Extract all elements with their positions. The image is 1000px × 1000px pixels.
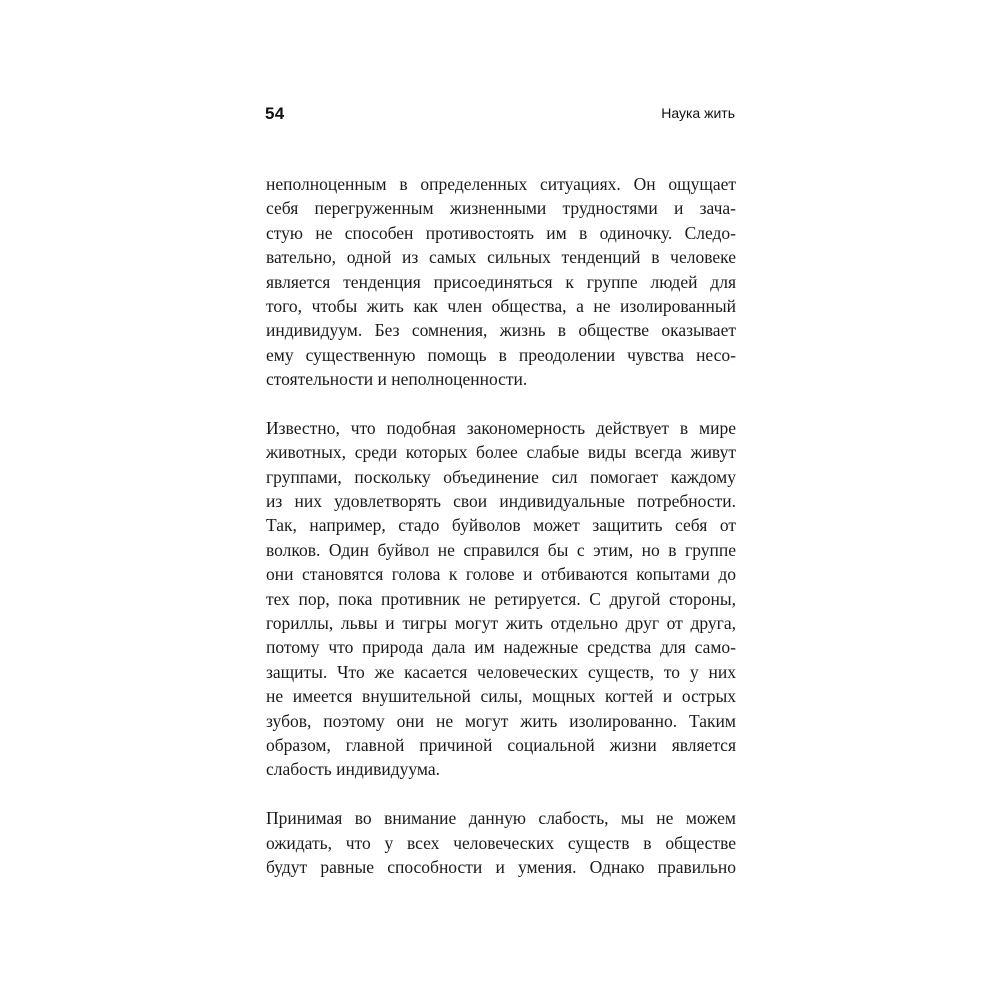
text-line: индивидуум. Без сомнения, жизнь в обществе оказывает <box>266 320 736 341</box>
text-line: Так, например, стадо буйволов может защитить себя от <box>266 515 736 536</box>
text-line: потому что природа дала им надежные средства для само- <box>266 637 736 658</box>
text-line: себя перегруженным жизненными трудностями и зача- <box>266 198 736 219</box>
paragraph-2 <box>266 416 736 782</box>
text-line: волков. Один буйвол не справился бы с этим, но в группе <box>266 539 736 560</box>
text-line: того, чтобы жить как член общества, а не изолированный <box>266 295 736 316</box>
text-line: Принимая во внимание данную слабость, мы не можем <box>266 808 736 829</box>
text-line: гориллы, львы и тигры могут жить отдельно друг от друга, <box>266 613 736 634</box>
text-line: тех пор, пока противник не ретируется. С другой стороны, <box>266 588 736 609</box>
text-line: защиты. Что же касается человеческих существ, то у них <box>266 661 736 682</box>
text-line: они становятся голова к голове и отбиваются копытами до <box>266 564 736 585</box>
text-line: Известно, что подобная закономерность действует в мире <box>266 417 736 438</box>
text-line: вательно, одной из самых сильных тенденций в человеке <box>266 247 736 268</box>
text-line: неполноценным в определенных ситуациях. Он ощущает <box>266 174 736 194</box>
paragraph-3 <box>266 806 736 879</box>
text-line: будут равные способности и умения. Однако правильно <box>266 856 736 877</box>
paragraph-gap <box>266 392 736 416</box>
page-header <box>265 104 735 128</box>
text-line: стую не способен противостоять им в одиночку. Следо- <box>266 222 736 243</box>
text-line: группами, поскольку объединение сил помогает каждому <box>266 466 736 487</box>
text-line: ему существенную помощь в преодолении чувства несо- <box>266 344 736 365</box>
running-title: Наука жить <box>661 105 735 121</box>
text-line: животных, среди которых более слабые виды всегда живут <box>266 442 736 463</box>
text-line: стоятельности и неполноценности. <box>266 369 528 390</box>
text-line: образом, главной причиной социальной жизни является <box>266 734 736 755</box>
text-line: является тенденция присоединяться к группе людей для <box>266 271 736 292</box>
paragraph-1 <box>266 172 736 392</box>
text-line: ожидать, что у всех человеческих существ в обществе <box>266 832 736 853</box>
text-line: из них удовлетворять свои индивидуальные потребности. <box>266 491 736 512</box>
text-line: не имеется внушительной силы, мощных когтей и острых <box>266 686 736 707</box>
paragraph-gap <box>266 782 736 806</box>
body-text <box>266 172 736 879</box>
page-number: 54 <box>265 104 285 123</box>
text-line: зубов, поэтому они не могут жить изолированно. Таким <box>266 710 736 731</box>
text-line: слабость индивидуума. <box>266 759 441 780</box>
